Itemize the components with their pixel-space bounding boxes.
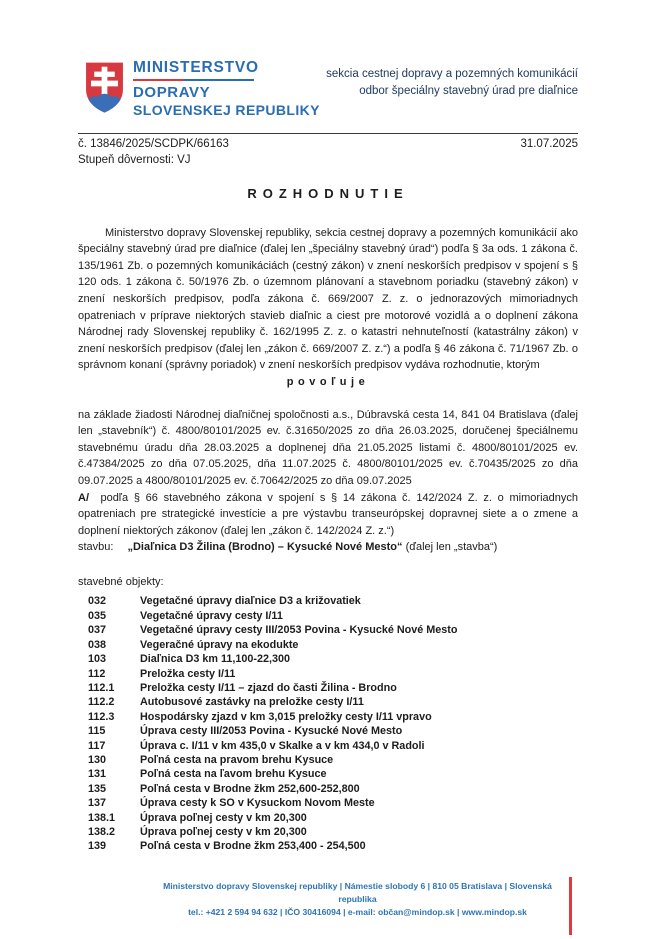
object-row [78, 710, 578, 724]
object-row [78, 839, 578, 853]
object-name: Hospodársky zjazd v km 3,015 preložky cesty I/11 vpravo [140, 710, 432, 723]
footer-address-line: Ministerstvo dopravy Slovenskej republiky | Námestie slobody 6 | 810 05 Bratislava | Slovenská republika [163, 881, 552, 904]
document-body [78, 186, 578, 854]
basis-paragraph: na základe žiadosti Národnej diaľničnej spoločnosti a.s., Dúbravská cesta 14, 841 04 Bratislava (ďalej len „stavebník“) č. 4800/80101/2025 ev. č.31650/2025 zo dňa 26.03.2025, doručenej špeciálnemu stavebnému úradu dňa 28.03.2025 a doplnenej dňa 21.05.2025 listami č. 4800/80101/2025 ev. č.47384/2025 zo dňa 07.05.2025, dňa 11.07.2025 č. 4800/80101/2025 ev. č.70435/2025 zo dňa 09.07.2025 a 4800/80101/2025 ev. č.70642/2025 zo dňa 09.07.2025 [78, 408, 578, 487]
object-code: 112.2 [88, 696, 115, 709]
object-row [78, 811, 578, 825]
object-row [78, 667, 578, 681]
object-code: 038 [88, 638, 107, 651]
object-code: 117 [88, 739, 106, 752]
object-row [78, 652, 578, 666]
object-name: Vegetačné úpravy diaľnice D3 a križovatiek [140, 595, 361, 608]
objects-heading: stavebné objekty: [78, 575, 164, 588]
object-name: Poľná cesta na ľavom brehu Kysuce [140, 768, 327, 781]
object-row [78, 681, 578, 695]
object-name: Vegeračné úpravy na ekodukte [140, 638, 299, 651]
department-block [326, 66, 578, 99]
object-name: Poľná cesta v Brodne žkm 252,600-252,800 [140, 782, 360, 795]
object-code: 138.1 [88, 811, 116, 824]
document-title: ROZHODNUTIE [247, 186, 409, 201]
ministry-wordmark [133, 60, 320, 117]
object-name: Poľná cesta na pravom brehu Kysuce [140, 753, 334, 766]
construction-title-line [78, 539, 578, 556]
footer-contact-line: tel.: +421 2 594 94 632 | IČO 30416094 | e-mail: občan@mindop.sk | www.mindop.sk [188, 906, 527, 917]
object-name: Úprava cesty k SO v Kysuckom Novom Meste [140, 797, 375, 810]
object-row [78, 767, 578, 781]
footer-contact-block [150, 880, 565, 918]
object-name: Úprava poľnej cesty v km 20,300 [140, 825, 307, 838]
object-row [78, 739, 578, 753]
tricolor-underline [133, 79, 254, 81]
ministry-name-line3: SLOVENSKEJ REPUBLIKY [133, 101, 320, 118]
construction-label: stavbu: [78, 541, 114, 554]
section-a-text: podľa § 66 stavebného zákona v spojení s § 14 zákona č. 142/2024 Z. z. o mimoriadnych opatreniach pre strategické investície a pre výstavbu transeurópskej dopravnej siete a o zmene a doplnení niektorých zákonov (ďalej len „zákon č. 142/2024 Z. z.“) [78, 491, 578, 537]
reference-number: č. 13846/2025/SCDPK/66163 [78, 138, 229, 150]
construction-alias: (ďalej len „stavba“) [405, 541, 498, 554]
object-name: Preložka cesty I/11 – zjazd do časti Žilina - Brodno [140, 681, 397, 694]
ministry-logo [84, 60, 320, 117]
object-code: 130 [88, 753, 107, 766]
header-divider [78, 133, 578, 134]
object-code: 115 [88, 725, 106, 738]
object-row [78, 609, 578, 623]
object-row [78, 724, 578, 738]
object-row [78, 796, 578, 810]
ministry-name-line2: DOPRAVY [133, 83, 211, 101]
department-line1: sekcia cestnej dopravy a pozemných komunikácií [326, 68, 578, 80]
reference-row [78, 138, 578, 150]
section-a-paragraph [78, 490, 578, 540]
object-code: 135 [88, 782, 107, 795]
object-name: Úprava c. I/11 v km 435,0 v Skalke a v km 434,0 v Radoli [140, 739, 425, 752]
object-row [78, 782, 578, 796]
footer-red-bar [569, 877, 572, 935]
object-row [78, 594, 578, 608]
confidentiality-level: Stupeň dôvernosti: VJ [78, 154, 191, 166]
department-line2: odbor špeciálny stavebný úrad pre diaľnice [359, 84, 578, 97]
construction-name: „Diaľnica D3 Žilina (Brodno) – Kysucké Nové Mesto“ [127, 541, 403, 554]
section-a-label: A/ [78, 491, 89, 504]
object-code: 032 [88, 595, 107, 608]
object-code: 112.3 [88, 710, 115, 723]
object-name: Úprava cesty III/2053 Povina - Kysucké Nové Mesto [140, 725, 403, 738]
object-code: 037 [88, 624, 107, 637]
object-name: Diaľnica D3 km 11,100-22,300 [140, 653, 291, 666]
object-name: Autobusové zastávky na preložke cesty I/11 [140, 696, 364, 709]
object-name: Poľná cesta v Brodne žkm 253,400 - 254,500 [140, 840, 366, 853]
object-code: 139 [88, 840, 107, 853]
object-name: Úprava poľnej cesty v km 20,300 [140, 811, 307, 824]
object-row [78, 638, 578, 652]
object-name: Preložka cesty I/11 [140, 667, 236, 680]
object-code: 103 [88, 653, 107, 666]
object-code: 112.1 [88, 681, 115, 694]
object-row [78, 825, 578, 839]
slovak-coat-of-arms-icon [84, 60, 125, 116]
ministry-name-line1: MINISTERSTVO [133, 59, 259, 76]
decision-verb: povoľuje [286, 375, 370, 388]
object-code: 112 [88, 667, 106, 680]
object-row [78, 623, 578, 637]
objects-list [78, 594, 578, 853]
object-code: 035 [88, 609, 107, 622]
intro-paragraph: Ministerstvo dopravy Slovenskej republiky, sekcia cestnej dopravy a pozemných komunikácií ako špeciálny stavebný úrad pre diaľnice (ďalej len „špeciálny stavebný úrad“) podľa § 3a ods. 1 zákona č. 135/1961 Zb. o pozemných komunikáciách (cestný zákon) v znení neskorších predpisov v spojení s § 120 ods. 1 zákona č. 50/1976 Zb. o územnom plánovaní a stavebnom poriadku (stavebný zákon) v znení neskorších predpisov, podľa zákona č. 669/2007 Z. z. o jednorazových mimoriadnych opatreniach v príprave niektorých stavieb diaľnic a ciest pre motorové vozidlá a o doplnení zákona Národnej rady Slovenskej republiky č. 162/1995 Z. z. o katastri nehnuteľností (katastrálny zákon) v znení neskorších predpisov (ďalej len „zákon č. 669/2007 Z. z.“) a podľa § 46 zákona č. 71/1967 Zb. o správnom konaní (správny poriadok) v znení neskorších predpisov vydáva rozhodnutie, ktorým [78, 226, 578, 372]
object-code: 131 [88, 768, 107, 781]
object-name: Vegetačné úpravy cesty I/11 [140, 609, 283, 622]
object-name: Vegetačné úpravy cesty III/2053 Povina - Kysucké Nové Mesto [140, 624, 458, 637]
document-date: 31.07.2025 [520, 138, 578, 150]
object-row [78, 753, 578, 767]
object-row [78, 695, 578, 709]
object-code: 138.2 [88, 825, 116, 838]
object-code: 137 [88, 797, 107, 810]
